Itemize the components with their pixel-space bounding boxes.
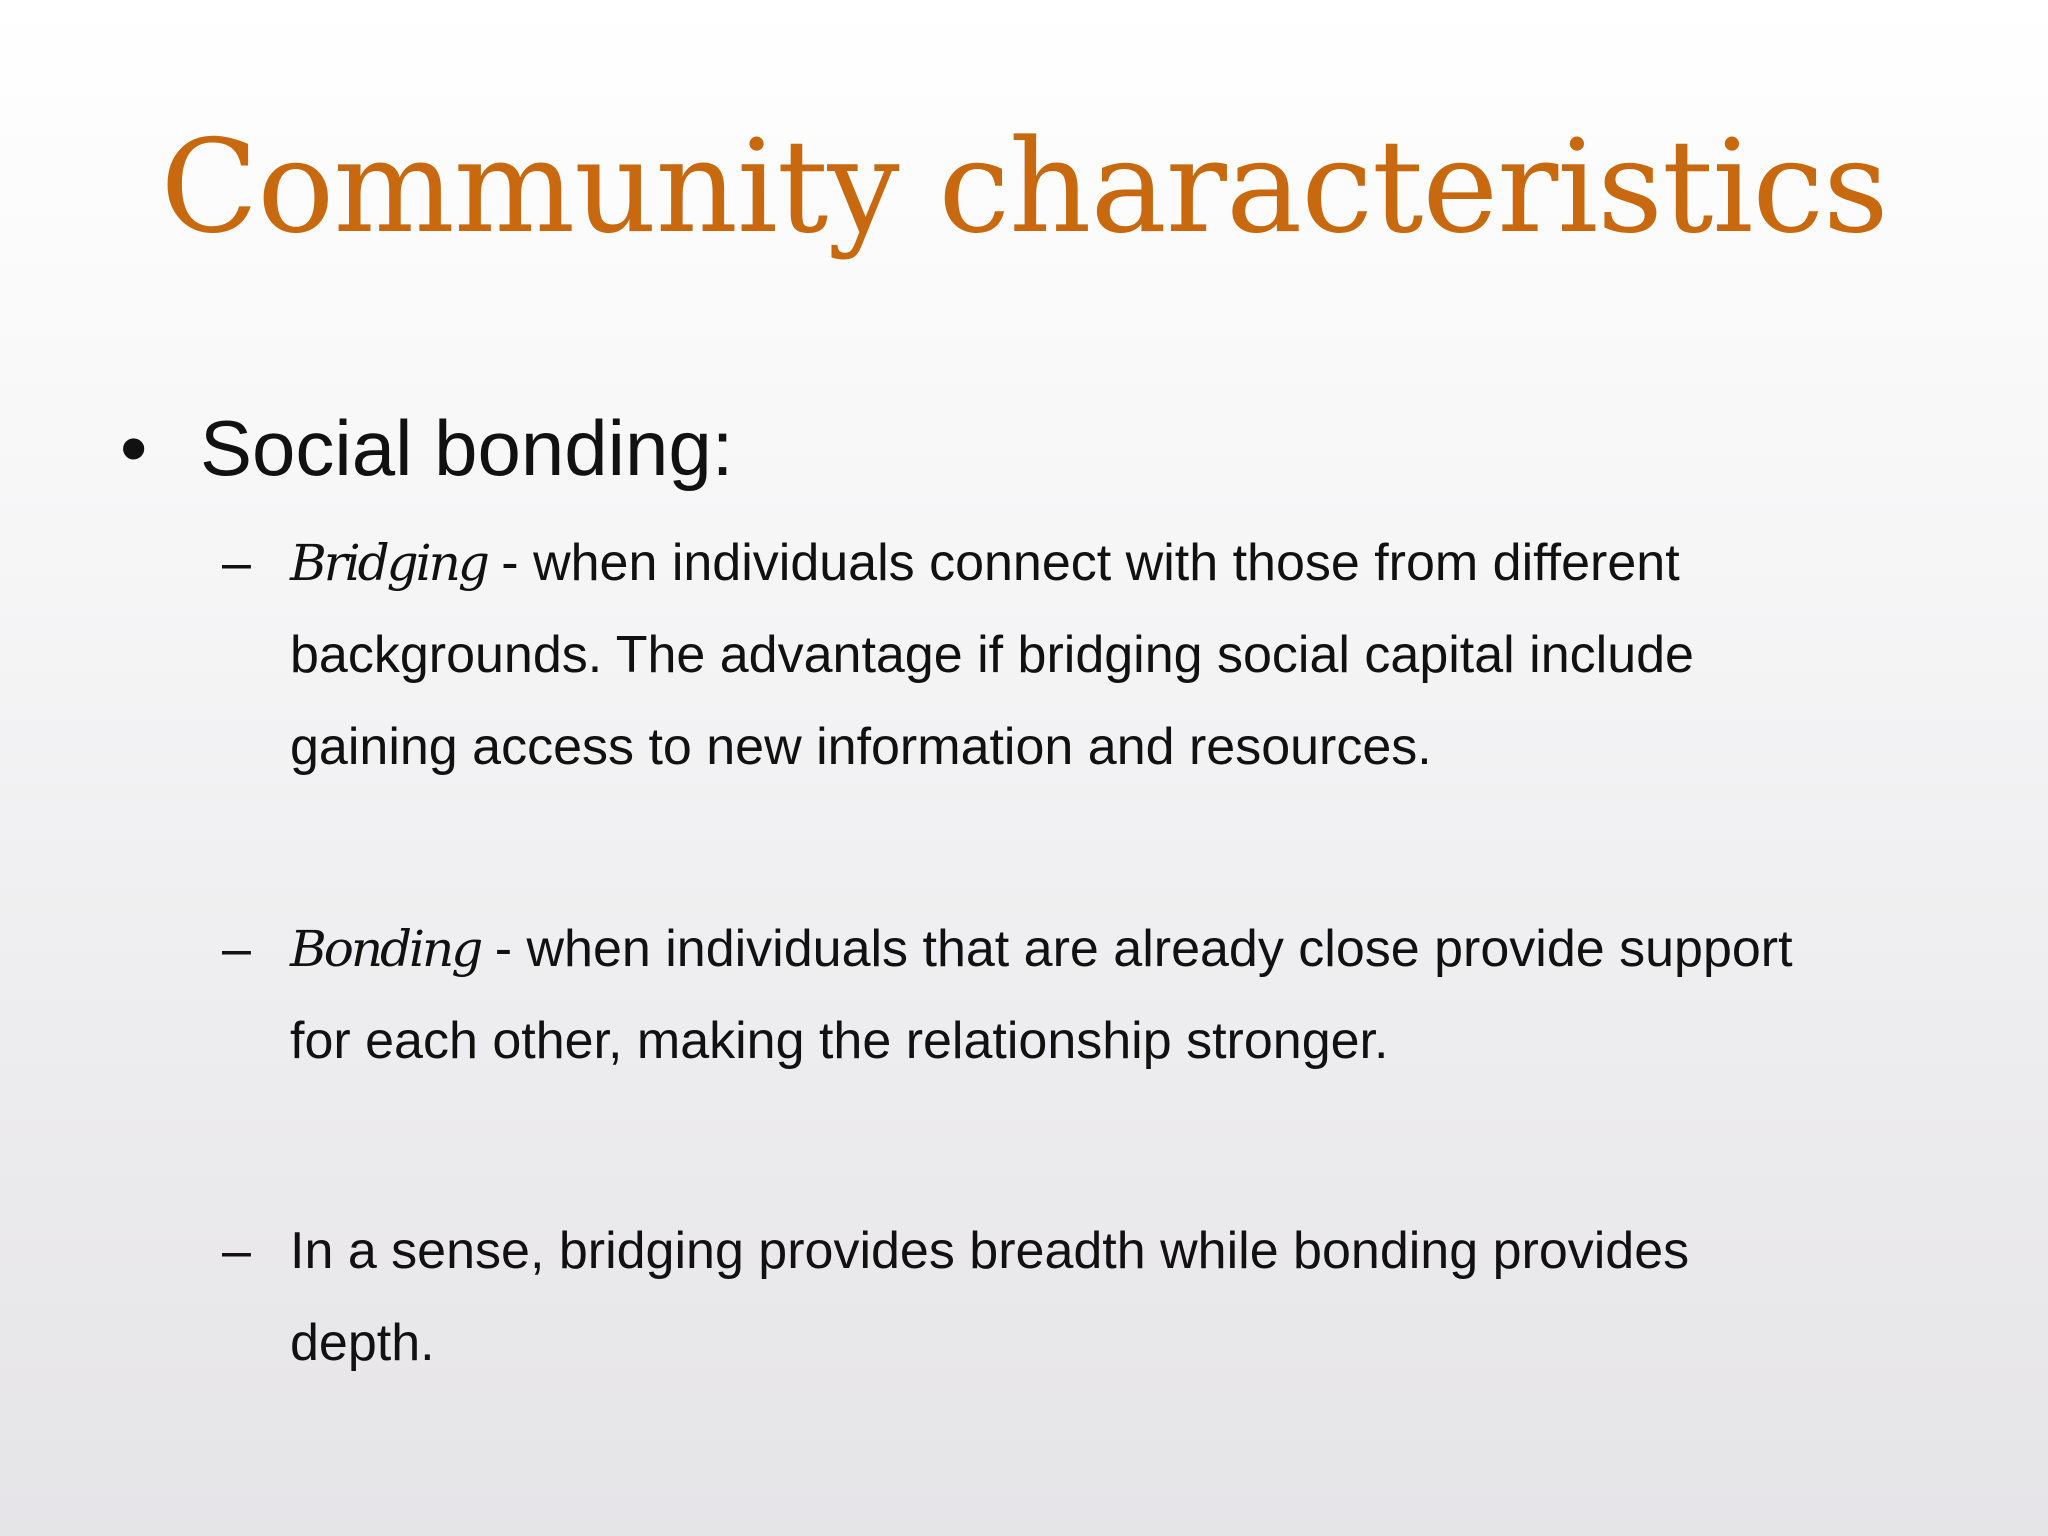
dash-marker: – — [222, 920, 251, 978]
sub-bullet-text — [290, 903, 1910, 1087]
slide-title: Community characteristics — [160, 113, 1888, 262]
sub-bullet-text — [290, 517, 1910, 793]
text-line: for each other, making the relationship stronger. — [290, 1012, 1389, 1070]
text-line — [290, 903, 1910, 995]
text-line: In a sense, bridging provides breadth while bonding provides — [290, 1222, 1690, 1280]
text-line: depth. — [290, 1314, 435, 1372]
sub-bullet-text — [290, 1205, 1910, 1389]
bridging-definition-start: - when individuals connect with those from different — [486, 534, 1680, 592]
sub-bullet-bridging — [0, 517, 2048, 793]
text-line — [290, 517, 1910, 609]
term-bridging: Bridging — [290, 534, 487, 592]
sub-bullet-bonding — [0, 903, 2048, 1087]
bullet-marker: • — [120, 404, 148, 492]
text-line: gaining access to new information and resources. — [290, 718, 1432, 776]
main-bullet — [0, 398, 2048, 498]
sub-bullet-summary — [0, 1205, 2048, 1389]
dash-marker: – — [222, 534, 251, 592]
text-line: backgrounds. The advantage if bridging social capital include — [290, 626, 1694, 684]
main-bullet-text: Social bonding: — [200, 404, 734, 492]
dash-marker: – — [222, 1222, 251, 1280]
term-bonding: Bonding — [290, 920, 481, 978]
bonding-definition-start: - when individuals that are already close provide support — [480, 920, 1793, 978]
